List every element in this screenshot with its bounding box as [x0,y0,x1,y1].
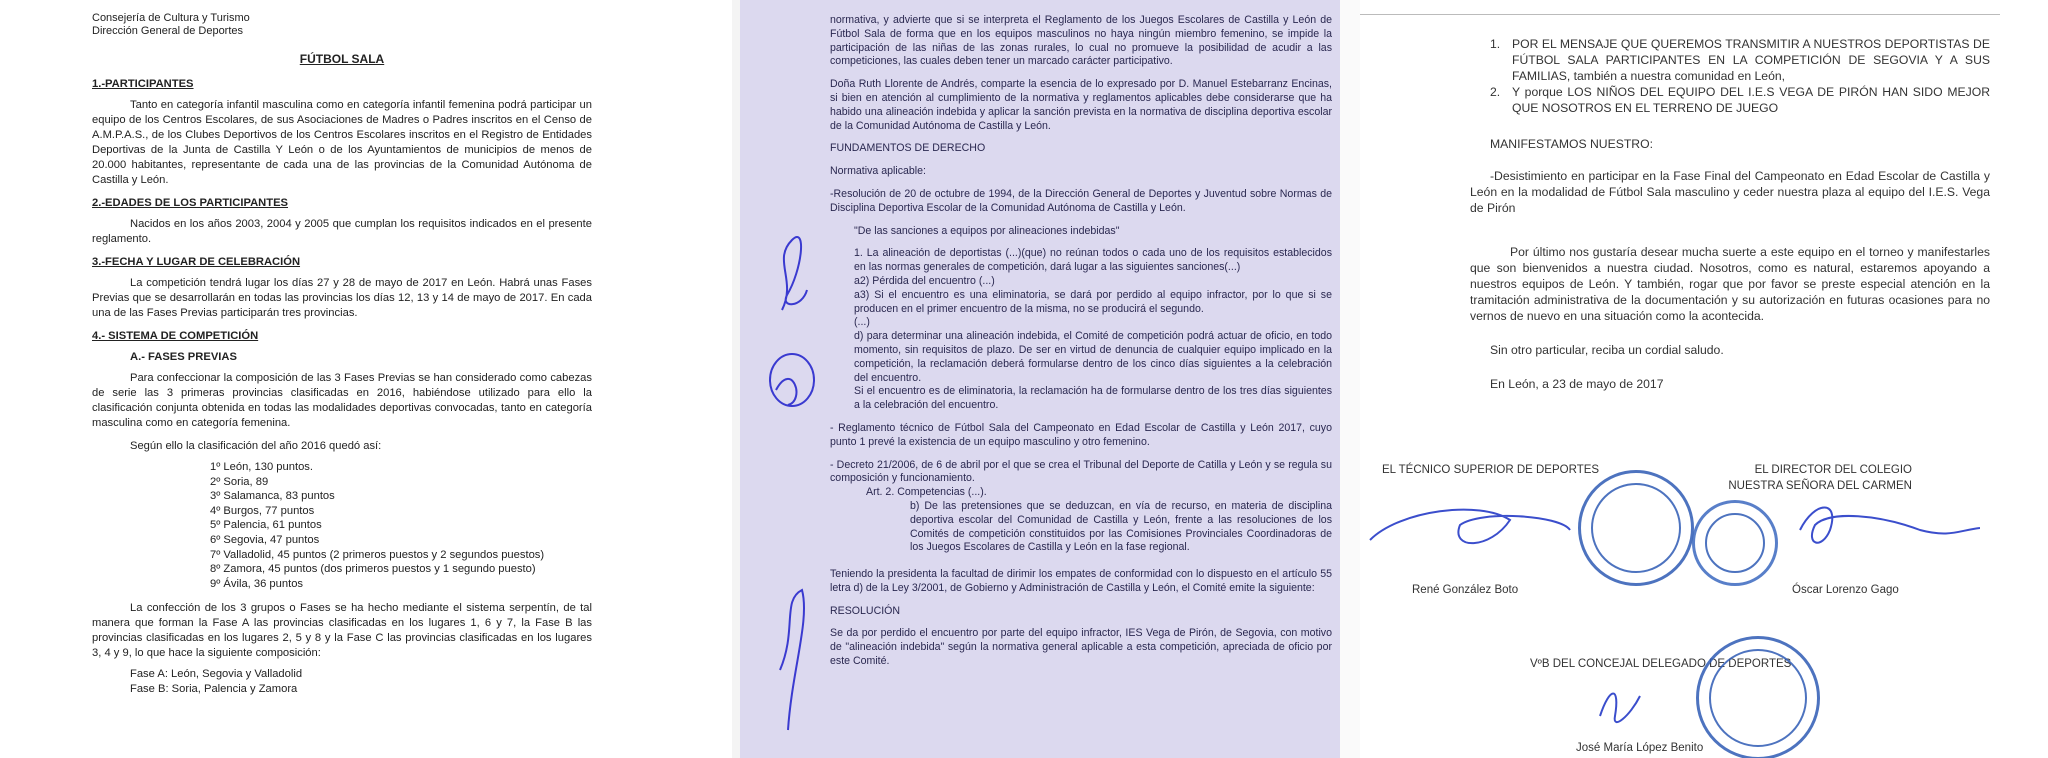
list-item: 3º Salamanca, 83 puntos [210,490,335,503]
heading-manifestamos: MANIFESTAMOS NUESTRO: [1490,137,1653,151]
paragraph-ruth-llorente: Doña Ruth Llorente de Andrés, comparte la esencia de lo expresado por D. Manuel Estebarranz Encinas, si bien en atención al cumplimiento de la normativa y reglamentos aplicables debe considerarse que ha habido una alineación indebida y aplicar la sanción prevista en la normativa de disciplina deportiva escolar de la Comunidad Autónoma de Castilla y León. [830,78,1332,132]
paragraph-presidenta: Teniendo la presidenta la facultad de dirimir los empates de conformidad con lo dispuesto en el artículo 55 letra d) de la Ley 3/2001, de Gobierno y Administración de Castilla y León, el Comité emite la siguiente: [830,568,1332,594]
document-page-bases [0,0,732,758]
section-heading-sistema: 4.- SISTEMA DE COMPETICIÓN [92,330,259,342]
paragraph-composicion: La confección de los 3 grupos o Fases se ha hecho mediante el sistema serpentín, de tal manera que forman la Fase A las provincias clasificadas en los lugares 1, 6 y 7, la Fase B las provincias clasificadas en los lugares 2, 5 y 8 y la Fase C las provincias clasificadas en los lugares 3, 4 y 9, lo que hace la siguiente composición: [92,602,592,660]
heading-fundamentos: FUNDAMENTOS DE DERECHO [830,142,986,155]
quote-item-a2: a2) Pérdida del encuentro (...) [854,274,995,287]
paragraph-decreto: - Decreto 21/2006, de 6 de abril por el que se crea el Tribunal del Deporte de Catilla y León y se regula su composición y funcionamiento. [830,458,1332,485]
signatory-name-jose-maria: José María López Benito [1576,742,1704,754]
paragraph-cabezas-serie: Para confeccionar la composición de las 3 Fases Previas se han considerado como cabezas de serie las 3 primeras provincias clasificadas en 2016, habiéndose utilizado para ello la clasificación conjunta obtenida en todas las modalidades deportivas convocadas, tanto en categoría masculina como en categoría femenina. [92,372,592,429]
paragraph-participantes: Tanto en categoría infantil masculina como en categoría infantil femenina podrá participar un equipo de los Centros Escolares, de sus Asociaciones de Madres o Padres inscritos en el Censo de A.M.P.A.S., de los Clubes Deportivos de los Centros Escolares inscritos en el Registro de Entidades Deportivas de la Junta de Castilla Y León o de los Ayuntamientos de municipios de menos de 20.000 habitantes, representante de cada una de las provincias de la Comunidad Autónoma de Castilla y León. [92,99,592,186]
subheading-fases-previas: A.- FASES PREVIAS [130,351,237,363]
page-gap [1340,0,1360,758]
heading-resolucion: RESOLUCIÓN [830,604,901,617]
document-page-acta [740,0,1340,758]
list-item: 7º Valladolid, 45 puntos (2 primeros puestos y 2 segundos puestos) [210,548,545,561]
page-gap [732,0,740,758]
handwritten-signatures [762,200,822,740]
list-item: 9º Ávila, 36 puntos [210,577,304,590]
list-item: 2. Y porque LOS NIÑOS DEL EQUIPO DEL I.E.S VEGA DE PIRÓN HAN SIDO MEJOR QUE NOSOTROS EN EL TERRENO DE JUEGO [1490,85,1990,115]
org-line-1: Consejería de Cultura y Turismo [92,12,250,24]
section-heading-participantes: 1.-PARTICIPANTES [92,78,194,90]
quote-item-a3: a3) Si el encuentro es una eliminatoria, se dará por perdido al equipo infractor, por lo que si se producen en el primer encuentro de la misma, no se producirá el segundo. [854,288,1332,315]
list-item: 6º Segovia, 47 puntos [210,533,320,546]
signatory-name-oscar: Óscar Lorenzo Gago [1792,584,1899,596]
handwritten-signatures [1360,490,1980,570]
document-page-carta [1360,0,2048,758]
paragraph-pretensiones: b) De las pretensiones que se deduzcan, en vía de recurso, en materia de disciplina deportiva escolar del Comunidad de Castilla y León, frente a las resoluciones de los Comités de competición constituidos por las Comisiones Provinciales Coordinadoras de los Juegos Escolares de Castilla y León en la fase regional. [910,499,1332,554]
paragraph-normativa: normativa, y advierte que si se interpreta el Reglamento de los Juegos Escolares de Castilla y León de Fútbol Sala de forma que en los equipos masculinos no haya ningún miembro femenino, se impide la participación de las niñas de las zonas rurales, lo cual no promueve la posibilidad de acudir a las competiciones, las cuales deben tener un marcado carácter participativo. [830,14,1332,68]
signatory-title-director-b: NUESTRA SEÑORA DEL CARMEN [1728,480,1912,492]
section-heading-edades: 2.-EDADES DE LOS PARTICIPANTES [92,197,289,209]
paragraph-fecha: La competición tendrá lugar los días 27 y 28 de mayo de 2017 en León. Habrá unas Fases Previas que se desarrollarán en todas las provincias los días 12, 13 y 14 de mayo de 2017. En cada una de las Fases Previas participarán tres provincias. [92,277,592,319]
signatory-title-concejal: VºB DEL CONCEJAL DELEGADO DE DEPORTES [1530,658,1792,670]
section-heading-fecha: 3.-FECHA Y LUGAR DE CELEBRACIÓN [92,256,301,268]
fase-b: Fase B: Soria, Palencia y Zamora [130,683,298,696]
document-title: FÚTBOL SALA [299,52,385,66]
quote-item-1: 1. La alineación de deportistas (...)(que) no reúnan todos o cada uno de los requisitos establecidos en las normas generales de competición, dará lugar a las siguientes sanciones(...) [854,247,1332,274]
list-item: 8º Zamora, 45 puntos (dos primeros puestos y 1 segundo puesto) [210,563,536,576]
paragraph-resolucion: Se da por perdido el encuentro por parte del equipo infractor, IES Vega de Pirón, de Segovia, con motivo de "alineación indebida" según la normativa general aplicable a esta competición, apreciada de oficio por este Comité. [830,627,1332,668]
list-item: 1. POR EL MENSAJE QUE QUEREMOS TRANSMITIR A NUESTROS DEPORTISTAS DE FÚTBOL SALA PARTICIPANTES EN LA COMPETICIÓN DE SEGOVIA Y A SUS FAMILIAS, también a nuestra comunidad en León, [1490,37,1990,83]
quote-ellipsis: (...) [854,316,870,329]
paragraph-ultimo: Por último nos gustaría desear mucha suerte a este equipo en el torneo y manifestarles que son bienvenidos a nuestra ciudad. Nosotros, como es natural, estaremos apoyando a nuestros equipos de León. Y también, rogar que por favor se preste especial atención en la tramitación administrativa de la documentación y su autorización en futuras ocasiones para no vernos de nuevo en una situación como la acontecida. [1470,245,1990,323]
fase-a: Fase A: León, Segovia y Valladolid [130,668,303,681]
paragraph-art2: Art. 2. Competencias (...). [866,486,987,499]
signatory-title-director-a: EL DIRECTOR DEL COLEGIO [1754,464,1912,476]
org-line-2: Dirección General de Deportes [92,25,244,37]
signatory-name-rene: René González Boto [1412,584,1519,596]
paragraph-fecha-lugar: En León, a 23 de mayo de 2017 [1490,377,1664,391]
quote-item-eliminatoria: Si el encuentro es de eliminatoria, la reclamación ha de formularse dentro de los tres días siguientes a la celebración del encuentro. [854,385,1332,412]
paragraph-clasificacion: Según ello la clasificación del año 2016 quedó así: [130,440,382,452]
handwritten-signature-concejal [1590,676,1650,736]
paragraph-desistimiento: -Desistimiento en participar en la Fase Final del Campeonato en Edad Escolar de Castilla y León en la modalidad de Fútbol Sala masculino y ceder nuestra plaza al equipo del I.E.S. Vega de Pirón [1470,169,1990,215]
heading-normativa-aplicable: Normativa aplicable: [830,165,926,178]
list-item: 5º Palencia, 61 puntos [210,519,322,532]
municipal-stamp [1696,636,1820,758]
ranking-list [210,460,592,591]
quote-item-d: d) para determinar una alineación indebida, el Comité de competición podrá actuar de oficio, en todo momento, sin requisitos de plazo. De ser en virtud de denuncia de cualquier equipo implicado en la competición, la reclamación deberá formularse dentro de los cinco días siguientes a la celebración del encuentro. [854,330,1332,384]
paragraph-reglamento: - Reglamento técnico de Fútbol Sala del Campeonato en Edad Escolar de Castilla y León 2017, cuyo punto 1 prevé la existencia de un equipo masculino y otro femenino. [830,421,1332,448]
list-item: 1º León, 130 puntos. [210,461,313,473]
paragraph-edades: Nacidos en los años 2003, 2004 y 2005 que cumplan los requisitos indicados en el presente reglamento. [92,218,592,245]
page-top-rule [1360,14,2000,15]
paragraph-resolucion-1994: -Resolución de 20 de octubre de 1994, de la Dirección General de Deportes y Juventud sobre Normas de Disciplina Deportiva Escolar de la Comunidad Autónoma de Castilla y León. [830,187,1332,214]
signatory-title-tecnico: EL TÉCNICO SUPERIOR DE DEPORTES [1382,464,1600,476]
list-item: 2º Soria, 89 [210,475,269,488]
quote-title: "De las sanciones a equipos por alineaciones indebidas" [854,224,1120,237]
list-item: 4º Burgos, 77 puntos [210,504,315,517]
paragraph-saludo: Sin otro particular, reciba un cordial saludo. [1490,343,1724,357]
